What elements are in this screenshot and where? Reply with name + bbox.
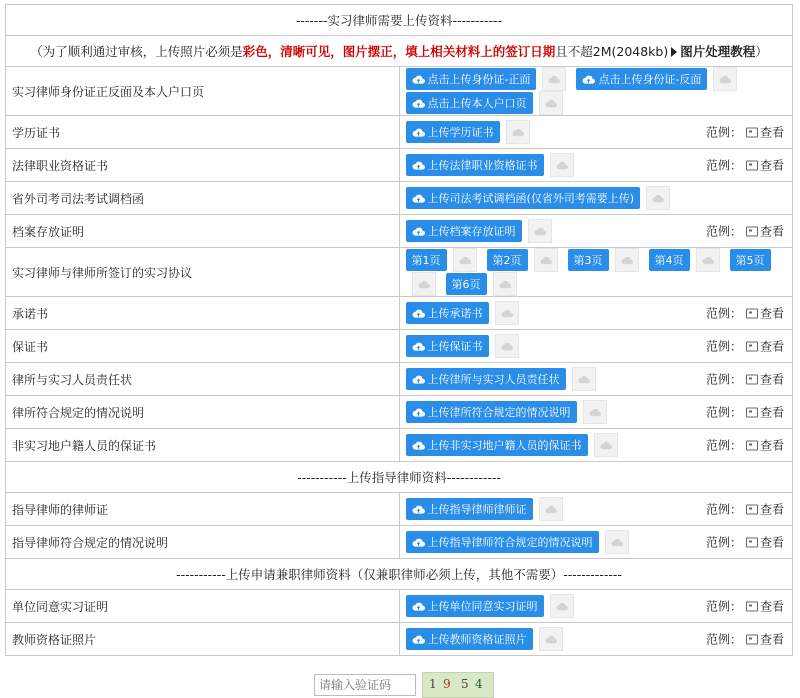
cloud-upload-icon xyxy=(582,74,595,85)
cloud-upload-icon xyxy=(412,407,425,418)
upload-mentor-license-button[interactable] xyxy=(406,498,533,520)
placeholder-image-icon xyxy=(528,219,552,243)
table-row xyxy=(6,149,793,182)
placeholder-image-icon xyxy=(493,272,517,296)
upload-guarantee-button[interactable] xyxy=(406,335,489,357)
play-triangle-icon xyxy=(671,47,677,57)
upload-page-4-button[interactable]: 第4页 xyxy=(649,249,690,271)
cloud-upload-icon xyxy=(412,440,425,451)
image-icon xyxy=(746,441,758,451)
image-icon xyxy=(746,538,758,548)
row-label: 承诺书 xyxy=(6,297,400,330)
table-row xyxy=(6,429,793,462)
upload-responsibility-button[interactable] xyxy=(406,368,566,390)
button-label: 点击上传身份证-反面 xyxy=(598,73,702,86)
placeholder-image-icon xyxy=(539,627,563,651)
example-view-link[interactable]: 范例： 查看 xyxy=(705,224,784,239)
upload-page-5-button[interactable]: 第5页 xyxy=(730,249,771,271)
table-row xyxy=(6,526,793,559)
button-label: 上传档案存放证明 xyxy=(427,225,516,238)
row-label: 学历证书 xyxy=(6,116,400,149)
section-title-parttime: -----------上传申请兼职律师资料（仅兼职律师必须上传，其他不需要）------------- xyxy=(6,559,793,590)
placeholder-image-icon xyxy=(412,272,436,296)
cloud-upload-icon xyxy=(412,601,425,612)
example-view-link[interactable]: 范例： 查看 xyxy=(705,438,784,453)
button-label: 上传非实习地户籍人员的保证书 xyxy=(427,439,582,452)
placeholder-image-icon xyxy=(542,67,566,91)
placeholder-image-icon xyxy=(539,497,563,521)
upload-notice xyxy=(6,36,793,67)
table-row xyxy=(6,493,793,526)
button-label: 上传教师资格证照片 xyxy=(427,633,527,646)
upload-archive-button[interactable] xyxy=(406,220,522,242)
button-label: 上传保证书 xyxy=(427,340,483,353)
notice-size-limit: 且不超2M(2048kb) xyxy=(555,44,669,59)
image-icon xyxy=(746,635,758,645)
row-label: 非实习地户籍人员的保证书 xyxy=(6,429,400,462)
section-title-mentor: -----------上传指导律师资料------------ xyxy=(6,462,793,493)
cloud-upload-icon xyxy=(412,341,425,352)
button-label: 上传学历证书 xyxy=(427,126,494,139)
row-label: 教师资格证照片 xyxy=(6,623,400,656)
example-view-link[interactable]: 范例： 查看 xyxy=(705,306,784,321)
table-row xyxy=(6,330,793,363)
table-row xyxy=(6,396,793,429)
cloud-upload-icon xyxy=(412,634,425,645)
table-row xyxy=(6,590,793,623)
image-icon xyxy=(746,375,758,385)
placeholder-image-icon xyxy=(453,248,477,272)
placeholder-image-icon xyxy=(534,248,558,272)
table-row xyxy=(6,182,793,215)
placeholder-image-icon xyxy=(495,334,519,358)
upload-teacher-cert-button[interactable] xyxy=(406,628,533,650)
cloud-upload-icon xyxy=(412,226,425,237)
captcha-input[interactable] xyxy=(314,674,416,696)
example-view-link[interactable]: 范例： 查看 xyxy=(705,502,784,517)
placeholder-image-icon xyxy=(615,248,639,272)
image-icon xyxy=(746,602,758,612)
image-icon xyxy=(746,505,758,515)
row-label: 实习律师身份证正反面及本人户口页 xyxy=(6,67,400,116)
placeholder-image-icon xyxy=(495,301,519,325)
row-label: 法律职业资格证书 xyxy=(6,149,400,182)
cloud-upload-icon xyxy=(412,308,425,319)
button-label: 上传承诺书 xyxy=(427,307,483,320)
image-icon xyxy=(746,161,758,171)
upload-mentor-compliance-button[interactable] xyxy=(406,531,599,553)
upload-page-6-button[interactable]: 第6页 xyxy=(446,273,487,295)
upload-household-button[interactable] xyxy=(406,92,533,114)
example-view-link[interactable]: 范例： 查看 xyxy=(705,158,784,173)
upload-qualification-button[interactable] xyxy=(406,154,544,176)
row-label: 指导律师符合规定的情况说明 xyxy=(6,526,400,559)
row-label: 单位同意实习证明 xyxy=(6,590,400,623)
table-row xyxy=(6,215,793,248)
upload-employer-consent-button[interactable] xyxy=(406,595,544,617)
table-row xyxy=(6,363,793,396)
upload-page-3-button[interactable]: 第3页 xyxy=(568,249,609,271)
upload-page-2-button[interactable]: 第2页 xyxy=(487,249,528,271)
button-label: 上传律所与实习人员责任状 xyxy=(427,373,560,386)
upload-table xyxy=(5,4,793,656)
placeholder-image-icon xyxy=(696,248,720,272)
row-label: 省外司考司法考试调档函 xyxy=(6,182,400,215)
image-tutorial-link[interactable]: 图片处理教程 xyxy=(680,44,756,59)
image-icon xyxy=(746,342,758,352)
row-label: 律所与实习人员责任状 xyxy=(6,363,400,396)
row-label: 指导律师的律师证 xyxy=(6,493,400,526)
row-label: 保证书 xyxy=(6,330,400,363)
button-label: 点击上传本人户口页 xyxy=(427,97,527,110)
example-view-link[interactable]: 范例： 查看 xyxy=(705,405,784,420)
button-label: 上传司法考试调档函(仅省外司考需要上传) xyxy=(427,192,635,205)
button-label: 上传单位同意实习证明 xyxy=(427,600,538,613)
upload-commitment-button[interactable] xyxy=(406,302,489,324)
cloud-upload-icon xyxy=(412,98,425,109)
placeholder-image-icon xyxy=(713,67,737,91)
table-row xyxy=(6,297,793,330)
table-row xyxy=(6,67,793,116)
placeholder-image-icon xyxy=(594,433,618,457)
row-label: 实习律师与律师所签订的实习协议 xyxy=(6,248,400,297)
button-label: 上传指导律师符合规定的情况说明 xyxy=(427,536,593,549)
button-label: 点击上传身份证-正面 xyxy=(427,73,531,86)
placeholder-image-icon xyxy=(583,400,607,424)
image-icon xyxy=(746,227,758,237)
section-title-intern: -------实习律师需要上传资料----------- xyxy=(6,5,793,36)
example-view-link[interactable]: 范例： 查看 xyxy=(705,599,784,614)
placeholder-image-icon xyxy=(550,153,574,177)
row-label: 律所符合规定的情况说明 xyxy=(6,396,400,429)
example-view-link[interactable]: 范例： 查看 xyxy=(705,125,784,140)
upload-id-front-button[interactable] xyxy=(406,68,537,90)
placeholder-image-icon xyxy=(539,91,563,115)
example-view-link[interactable]: 范例： 查看 xyxy=(705,339,784,354)
image-icon xyxy=(746,128,758,138)
row-label: 档案存放证明 xyxy=(6,215,400,248)
cloud-upload-icon xyxy=(412,374,425,385)
button-label: 上传律所符合规定的情况说明 xyxy=(427,406,571,419)
button-label: 上传指导律师律师证 xyxy=(427,503,527,516)
example-view-link[interactable]: 范例： 查看 xyxy=(705,535,784,550)
notice-requirements: 彩色，清晰可见，图片摆正，填上相关材料上的签订日期 xyxy=(242,44,556,59)
table-row xyxy=(6,623,793,656)
upload-nonlocal-guarantee-button[interactable] xyxy=(406,434,588,456)
table-row xyxy=(6,116,793,149)
upload-page-1-button[interactable]: 第1页 xyxy=(406,249,447,271)
captcha-row xyxy=(314,672,494,698)
button-label: 上传法律职业资格证书 xyxy=(427,159,538,172)
notice-suffix: ） xyxy=(755,44,768,59)
cloud-upload-icon xyxy=(412,160,425,171)
example-view-link[interactable]: 范例： 查看 xyxy=(705,632,784,647)
cloud-upload-icon xyxy=(412,537,425,548)
image-icon xyxy=(746,309,758,319)
upload-diploma-button[interactable] xyxy=(406,121,500,143)
table-row xyxy=(6,248,793,297)
cloud-upload-icon xyxy=(412,504,425,515)
captcha-image[interactable]: 1 9 5 4 xyxy=(422,672,494,698)
upload-id-back-button[interactable] xyxy=(576,68,707,90)
upload-transfer-letter-button[interactable] xyxy=(406,187,641,209)
placeholder-image-icon xyxy=(550,594,574,618)
placeholder-image-icon xyxy=(506,120,530,144)
placeholder-image-icon xyxy=(605,530,629,554)
image-icon xyxy=(746,408,758,418)
cloud-upload-icon xyxy=(412,193,425,204)
example-view-link[interactable]: 范例： 查看 xyxy=(705,372,784,387)
cloud-upload-icon xyxy=(412,74,425,85)
placeholder-image-icon xyxy=(572,367,596,391)
cloud-upload-icon xyxy=(412,127,425,138)
upload-firm-compliance-button[interactable] xyxy=(406,401,577,423)
notice-prefix: （为了顺利通过审核，上传照片必须是 xyxy=(30,44,243,59)
placeholder-image-icon xyxy=(646,186,670,210)
